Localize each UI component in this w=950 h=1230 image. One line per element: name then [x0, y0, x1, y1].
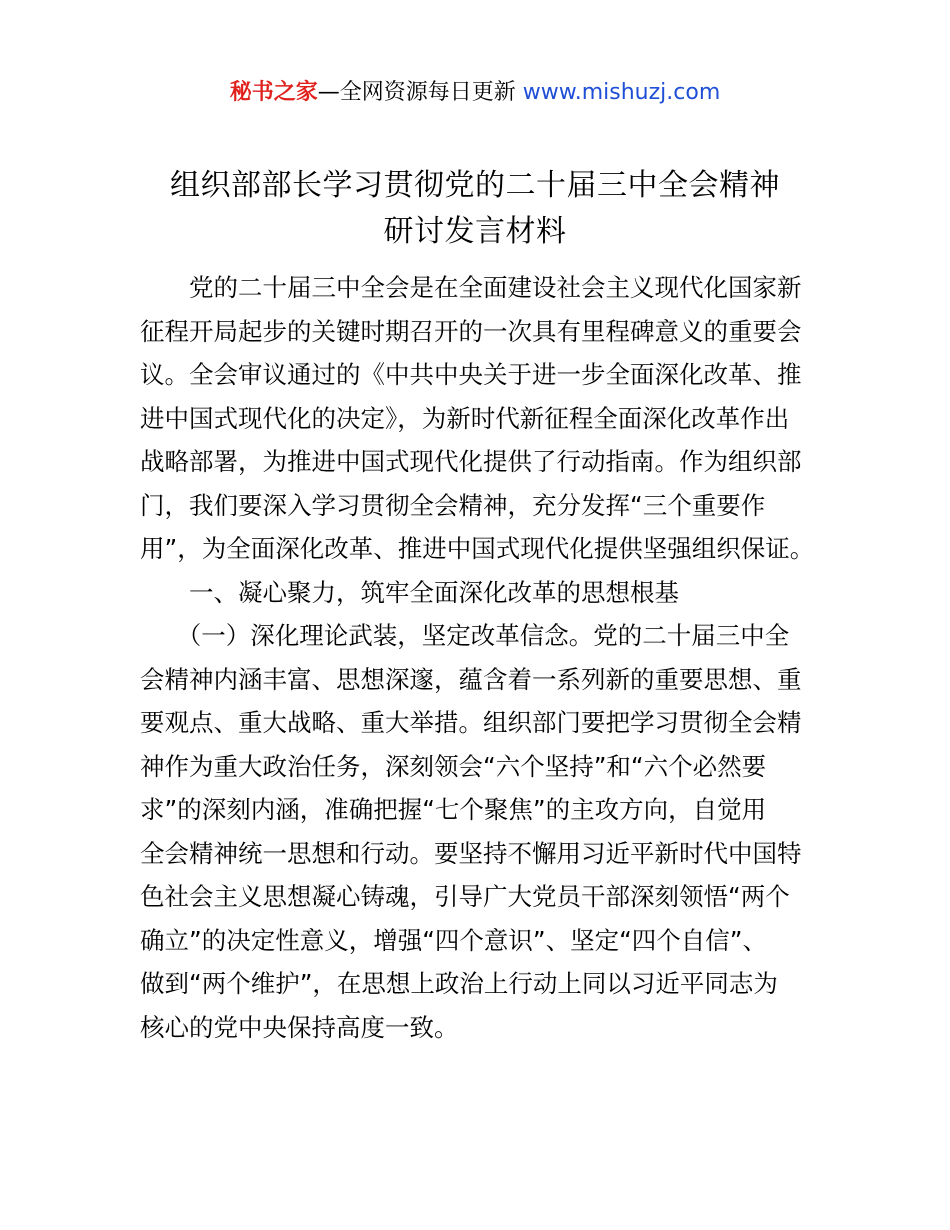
document-title-line-2: 研讨发言材料	[383, 214, 567, 249]
paragraph-line: （一）深化理论武装，坚定改革信念。党的二十届三中全	[140, 621, 790, 650]
section-heading: 一、凝心聚力，筑牢全面深化改革的思想根基	[140, 577, 679, 607]
document-title-line-1: 组织部部长学习贯彻党的二十届三中全会精神	[170, 168, 780, 203]
document-body	[140, 266, 830, 1049]
paragraph-line: 核心的党中央保持高度一致。	[140, 1012, 459, 1042]
paragraph-line: 要观点、重大战略、重大举措。组织部门要把学习贯彻全会精	[140, 708, 802, 737]
brand-name: 秘书之家	[229, 80, 318, 105]
paragraph-line: 全会精神统一思想和行动。要坚持不懈用习近平新时代中国特	[140, 838, 802, 868]
paragraph-line: 做到“两个维护”，在思想上政治上行动上同以习近平同志为	[140, 969, 778, 998]
paragraph-line: 战略部署，为推进中国式现代化提供了行动指南。作为组织部	[140, 447, 802, 476]
paragraph-line: 求”的深刻内涵，准确把握“七个聚焦”的主攻方向，自觉用	[140, 795, 767, 824]
paragraph-line: 党的二十届三中全会是在全面建设社会主义现代化国家新	[140, 273, 802, 302]
paragraph-line: 神作为重大政治任务，深刻领会“六个坚持”和“六个必然要	[140, 751, 767, 781]
paragraph-line: 会精神内涵丰富、思想深邃，蕴含着一系列新的重要思想、重	[140, 664, 802, 694]
paragraph-line: 用”，为全面深化改革、推进中国式现代化提供坚强组织保证。	[140, 534, 815, 563]
header-slogan: —全网资源每日更新	[317, 80, 523, 105]
paragraph-line: 色社会主义思想凝心铸魂，引导广大党员干部深刻领悟“两个	[140, 882, 790, 911]
paragraph-line: 议。全会审议通过的《中共中央关于进一步全面深化改革、推	[140, 360, 802, 389]
paragraph-line: 确立”的决定性意义，增强“四个意识”、坚定“四个自信”、	[140, 925, 767, 955]
paragraph-line: 征程开局起步的关键时期召开的一次具有里程碑意义的重要会	[140, 316, 802, 346]
site-header	[0, 78, 950, 108]
site-url-link[interactable]: www.mishuzj.com	[522, 80, 721, 105]
paragraph-line: 门，我们要深入学习贯彻全会精神，充分发挥“三个重要作	[140, 490, 766, 520]
paragraph-line: 进中国式现代化的决定》，为新时代新征程全面深化改革作出	[140, 403, 790, 433]
